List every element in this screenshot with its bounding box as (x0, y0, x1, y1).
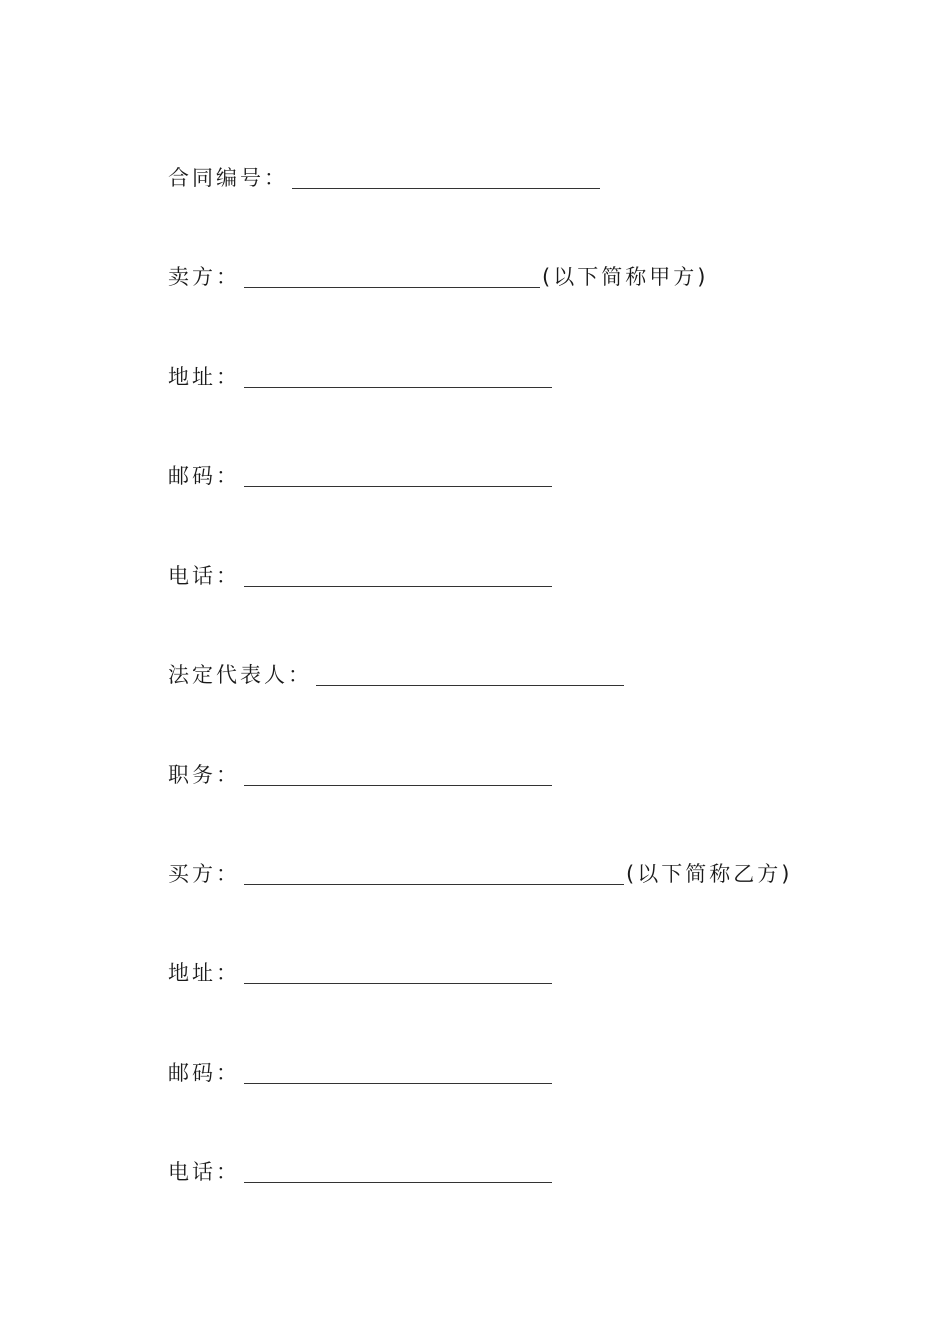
blank-line[interactable] (244, 864, 624, 885)
blank-line[interactable] (244, 1162, 552, 1183)
blank-line[interactable] (244, 466, 552, 487)
field-label: 地址： (168, 961, 240, 985)
field-label: 电话： (168, 1160, 240, 1184)
blank-line[interactable] (244, 1063, 552, 1084)
field-seller-address (168, 363, 552, 391)
blank-line[interactable] (244, 963, 552, 984)
blank-line[interactable] (244, 566, 552, 587)
field-position (168, 761, 552, 789)
blank-line[interactable] (316, 665, 624, 686)
blank-line[interactable] (244, 367, 552, 388)
field-label: 合同编号： (168, 166, 288, 190)
field-buyer-postcode (168, 1059, 552, 1087)
blank-line[interactable] (292, 168, 600, 189)
field-suffix: (以下简称甲方) (542, 265, 709, 289)
field-buyer (168, 860, 792, 888)
field-suffix: (以下简称乙方) (626, 862, 793, 886)
field-label: 电话： (168, 564, 240, 588)
field-buyer-address (168, 959, 552, 987)
blank-line[interactable] (244, 765, 552, 786)
field-buyer-phone (168, 1158, 552, 1186)
field-label: 买方： (168, 862, 240, 886)
field-label: 邮码： (168, 1061, 240, 1085)
field-seller-postcode (168, 462, 552, 490)
field-label: 邮码： (168, 464, 240, 488)
field-seller (168, 263, 708, 291)
field-legal-representative (168, 661, 624, 689)
field-label: 地址： (168, 365, 240, 389)
field-label: 职务： (168, 763, 240, 787)
field-label: 卖方： (168, 265, 240, 289)
field-contract-number (168, 164, 600, 192)
blank-line[interactable] (244, 267, 540, 288)
field-label: 法定代表人： (168, 663, 312, 687)
field-seller-phone (168, 562, 552, 590)
